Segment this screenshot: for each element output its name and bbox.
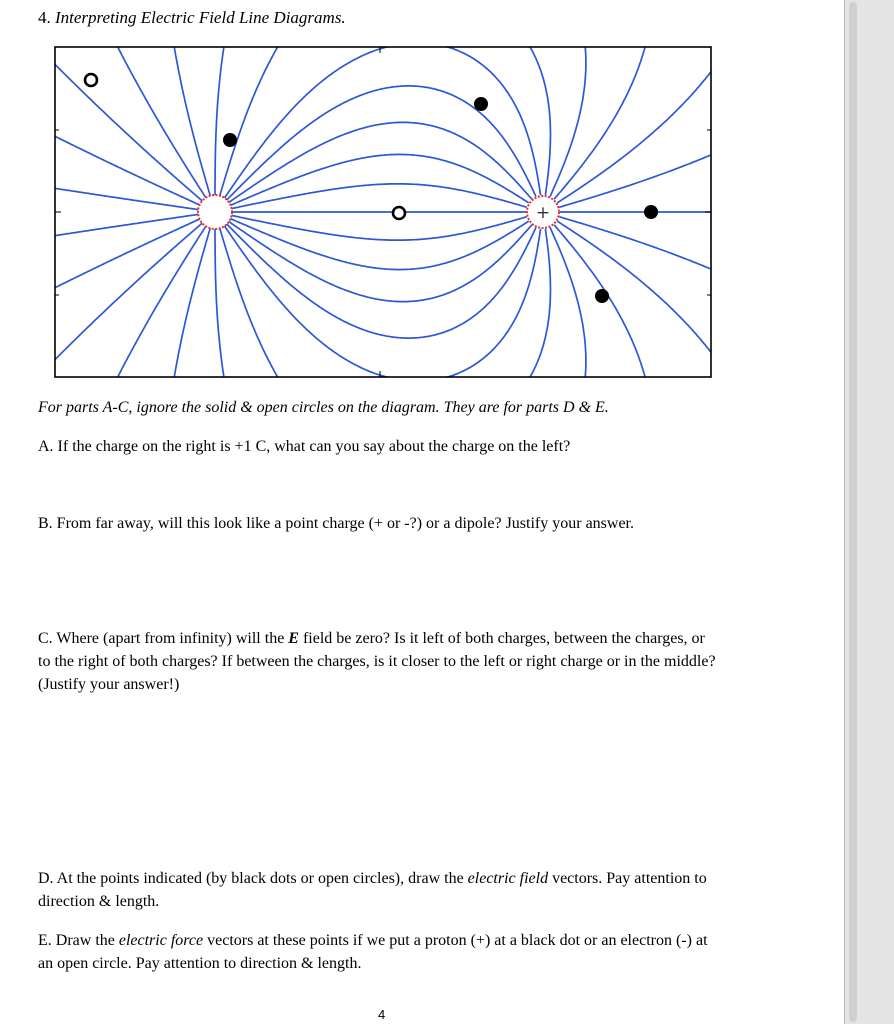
field-line — [486, 229, 550, 386]
field-line-outer — [40, 36, 202, 201]
field-line — [557, 221, 720, 386]
field-line-outer — [215, 229, 232, 386]
field-line — [554, 225, 652, 386]
section-heading — [38, 8, 346, 28]
field-line — [224, 43, 540, 198]
instruction-text: For parts A-C, ignore the solid & open circles on the diagram. They are for parts D & E. — [38, 399, 609, 416]
open-circle-1 — [85, 74, 97, 86]
section-number: 4. — [38, 8, 51, 27]
field-line — [228, 122, 532, 203]
field-line — [557, 36, 720, 203]
field-line-outer — [40, 180, 198, 210]
electric-field-diagram — [40, 36, 720, 386]
right-charge — [527, 196, 559, 228]
scrollbar-thumb[interactable] — [849, 2, 857, 1022]
field-line-outer — [220, 36, 310, 196]
field-line — [230, 219, 528, 270]
black-dot-3 — [644, 205, 658, 219]
section-title: Interpreting Electric Field Line Diagrams. — [55, 8, 346, 27]
page-number: 4 — [378, 1007, 386, 1022]
question-a: A. If the charge on the right is +1 C, what can you say about the charge on the left? — [38, 438, 571, 455]
black-dot-4 — [595, 289, 609, 303]
field-line — [550, 36, 586, 197]
e-field-symbol: E — [288, 630, 299, 647]
field-line-outer — [215, 36, 233, 195]
field-line — [226, 224, 536, 339]
field-line — [231, 184, 526, 209]
question-e: E. Draw the electric force vectors at these points if we put a proton (+) at a black dot or an electron (-) at an open circle. Pay attention to direction & length. — [38, 932, 708, 972]
black-dot-2 — [474, 97, 488, 111]
open-circle-2 — [393, 207, 405, 219]
field-line — [228, 221, 532, 302]
question-b: B. From far away, will this look like a point charge (+ or -?) or a dipole? Justify your answer. — [38, 515, 634, 532]
field-line — [226, 86, 536, 200]
right-charge-sign: + — [535, 203, 551, 223]
left-charge — [198, 195, 232, 229]
field-line — [554, 36, 652, 199]
field-line-outer — [220, 228, 308, 386]
field-line — [224, 226, 540, 381]
question-c: C. Where (apart from infinity) will the E field be zero? Is it left of both charges, between the charges, or to the right of both charges? If between the charges, is it closer to the left or right charge or in the middle? (Justify your answer!) — [38, 630, 716, 693]
field-line — [230, 154, 528, 205]
field-line — [231, 215, 526, 240]
field-line — [478, 36, 550, 195]
black-dot-1 — [223, 133, 237, 147]
field-line — [550, 228, 586, 387]
question-d: D. At the points indicated (by black dots or open circles), draw the electric field vectors. Pay attention to direction & length. — [38, 870, 707, 910]
field-line-outer — [40, 214, 198, 244]
